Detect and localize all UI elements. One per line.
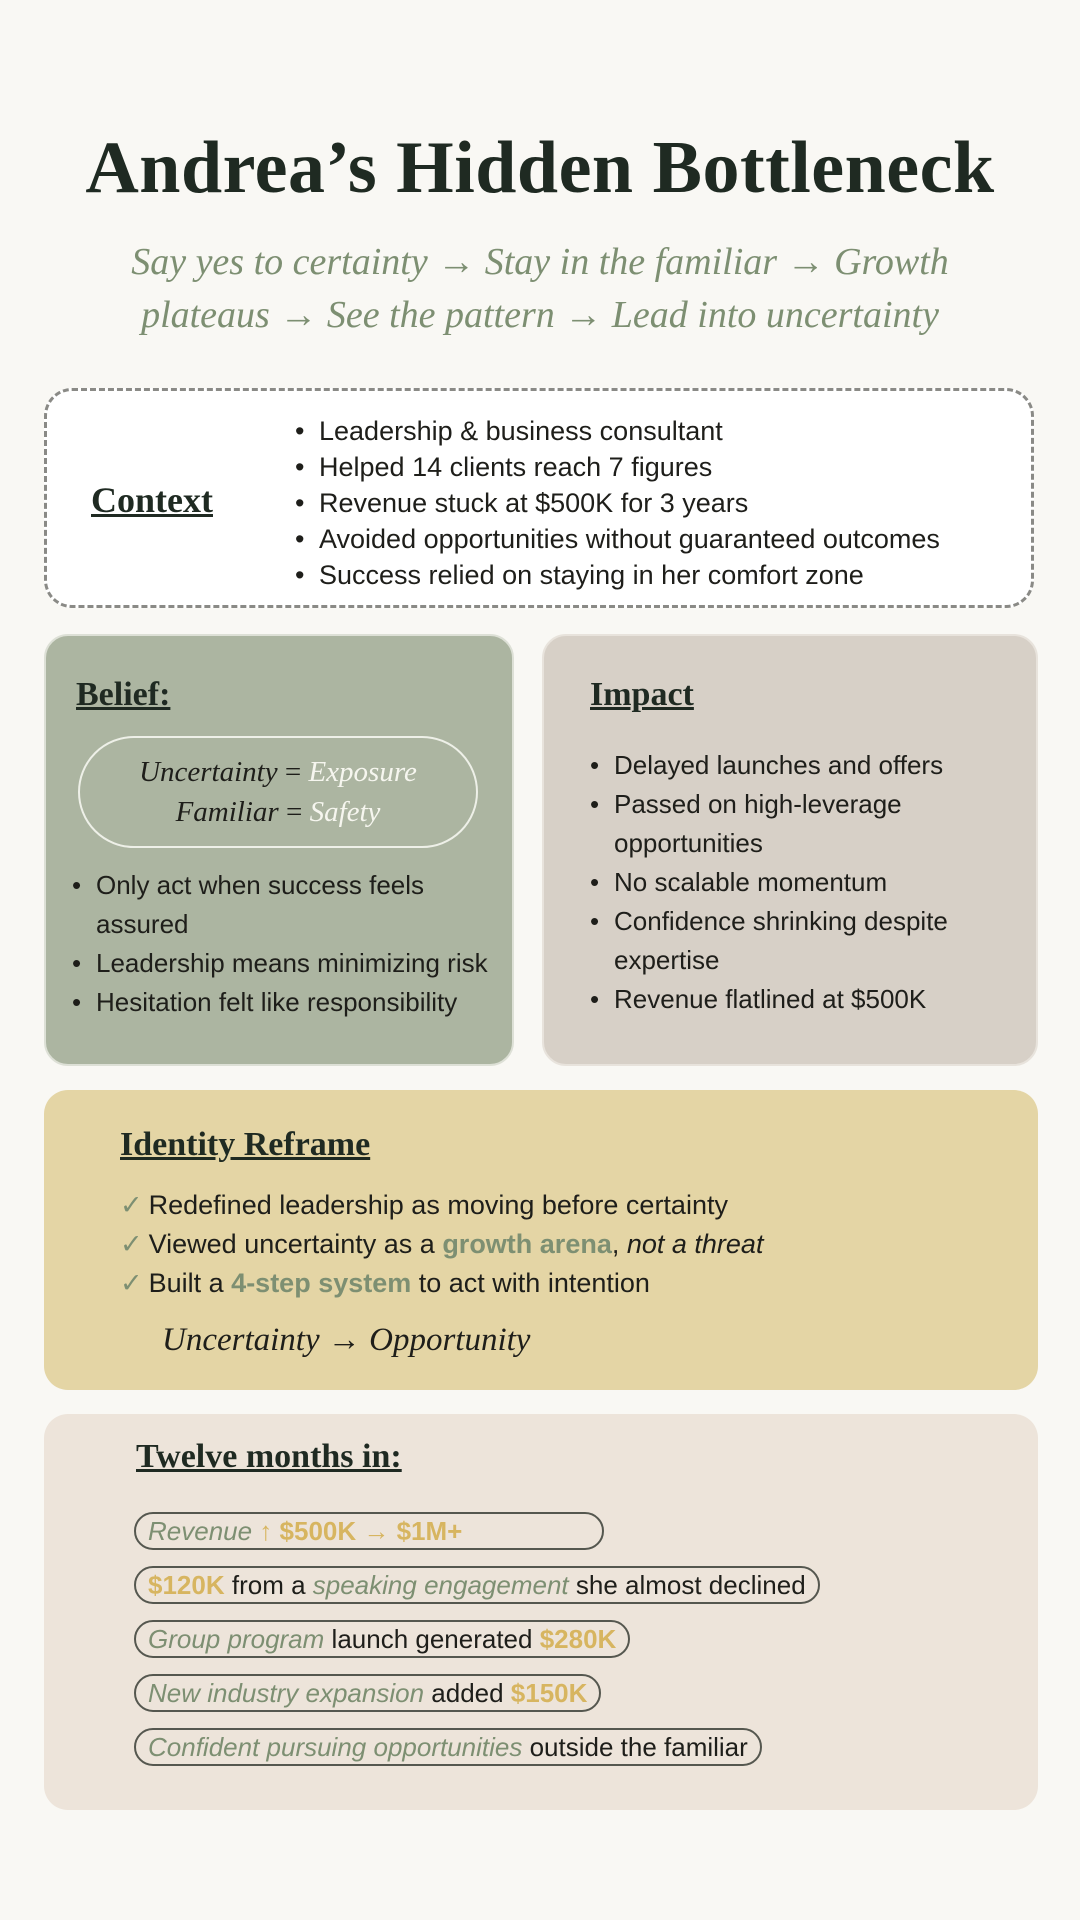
- emphasis-text: not a threat: [626, 1229, 764, 1259]
- results-heading: Twelve months in:: [136, 1438, 402, 1475]
- results-card: [44, 1414, 1038, 1810]
- page-subtitle: Say yes to certainty → Stay in the familiar → Growth plateaus → See the pattern → Lead into uncertainty: [131, 241, 949, 336]
- list-item: • Only act when success feels assured: [72, 866, 502, 944]
- result-chip-confidence: [134, 1728, 762, 1766]
- chip-text: added: [424, 1678, 511, 1708]
- list-item: • Delayed launches and offers: [590, 746, 1010, 785]
- identity-reframe-card: [44, 1090, 1038, 1390]
- impact-heading: Impact: [590, 676, 694, 713]
- context-card: [44, 388, 1034, 608]
- list-item: • Confidence shrinking despite expertise: [590, 902, 1010, 980]
- equation-term: Familiar: [175, 796, 279, 828]
- chip-value: $150K: [510, 1678, 588, 1708]
- reframe-heading: Identity Reframe: [120, 1126, 371, 1163]
- chip-text: outside the familiar: [522, 1732, 748, 1762]
- list-item: • Passed on high-leverage opportunities: [590, 785, 1010, 863]
- chip-value: $280K: [539, 1624, 617, 1654]
- reframe-motto: Uncertainty → Opportunity: [162, 1322, 531, 1358]
- list-item: • No scalable momentum: [590, 863, 1010, 902]
- reframe-checklist: [120, 1186, 763, 1303]
- result-chip-revenue: [134, 1512, 604, 1550]
- chip-label: speaking engagement: [312, 1570, 569, 1600]
- highlight-text: 4-step system: [231, 1268, 412, 1298]
- equals-sign: =: [277, 756, 309, 788]
- result-chip-speaking: [134, 1566, 820, 1604]
- checklist-text: ,: [611, 1229, 627, 1259]
- checklist-text: Viewed uncertainty as a: [148, 1229, 443, 1259]
- checklist-item: [120, 1186, 763, 1225]
- belief-heading: Belief:: [76, 676, 171, 713]
- chip-label: Revenue: [148, 1516, 253, 1546]
- list-item: • Leadership means minimizing risk: [72, 944, 502, 983]
- checklist-text: Built a: [148, 1268, 232, 1298]
- context-label: Context: [91, 480, 213, 520]
- list-item: • Hesitation felt like responsibility: [72, 983, 502, 1022]
- arrow-up-icon: ↑: [252, 1516, 280, 1546]
- checklist-item: [120, 1225, 763, 1264]
- chip-label: Group program: [148, 1624, 325, 1654]
- check-icon: ✓: [120, 1190, 143, 1220]
- chip-text: launch generated: [324, 1624, 540, 1654]
- belief-card: [44, 634, 514, 1066]
- page-title: Andrea’s Hidden Bottleneck: [85, 127, 995, 209]
- equation-value: Exposure: [308, 756, 417, 788]
- result-chip-group-program: [134, 1620, 630, 1658]
- check-icon: ✓: [120, 1268, 143, 1298]
- list-item: • Leadership & business consultant: [295, 413, 940, 449]
- equals-sign: =: [278, 796, 310, 828]
- chip-label: Confident pursuing opportunities: [148, 1732, 523, 1762]
- equation-term: Uncertainty: [139, 756, 278, 788]
- chip-text: from a: [224, 1570, 313, 1600]
- impact-card: [542, 634, 1038, 1066]
- chip-label: New industry expansion: [148, 1678, 425, 1708]
- chip-text: she almost declined: [568, 1570, 806, 1600]
- list-item: • Avoided opportunities without guaranteed outcomes: [295, 521, 940, 557]
- belief-equation-pill: [78, 736, 478, 848]
- chip-value: $500K → $1M+: [279, 1516, 463, 1546]
- impact-list: [590, 746, 1010, 1019]
- checklist-item: [120, 1264, 763, 1303]
- highlight-text: growth arena: [442, 1229, 612, 1259]
- context-list: [295, 413, 940, 593]
- checklist-text: to act with intention: [411, 1268, 650, 1298]
- belief-list: [72, 866, 502, 1022]
- equation-value: Safety: [309, 796, 381, 828]
- checklist-text: Redefined leadership as moving before certainty: [148, 1190, 728, 1220]
- list-item: • Success relied on staying in her comfort zone: [295, 557, 940, 593]
- chip-value: $120K: [148, 1570, 225, 1600]
- equation-line: [80, 752, 476, 792]
- check-icon: ✓: [120, 1229, 143, 1259]
- equation-line: [80, 792, 476, 832]
- list-item: • Helped 14 clients reach 7 figures: [295, 449, 940, 485]
- result-chip-industry: [134, 1674, 601, 1712]
- list-item: • Revenue stuck at $500K for 3 years: [295, 485, 940, 521]
- list-item: • Revenue flatlined at $500K: [590, 980, 1010, 1019]
